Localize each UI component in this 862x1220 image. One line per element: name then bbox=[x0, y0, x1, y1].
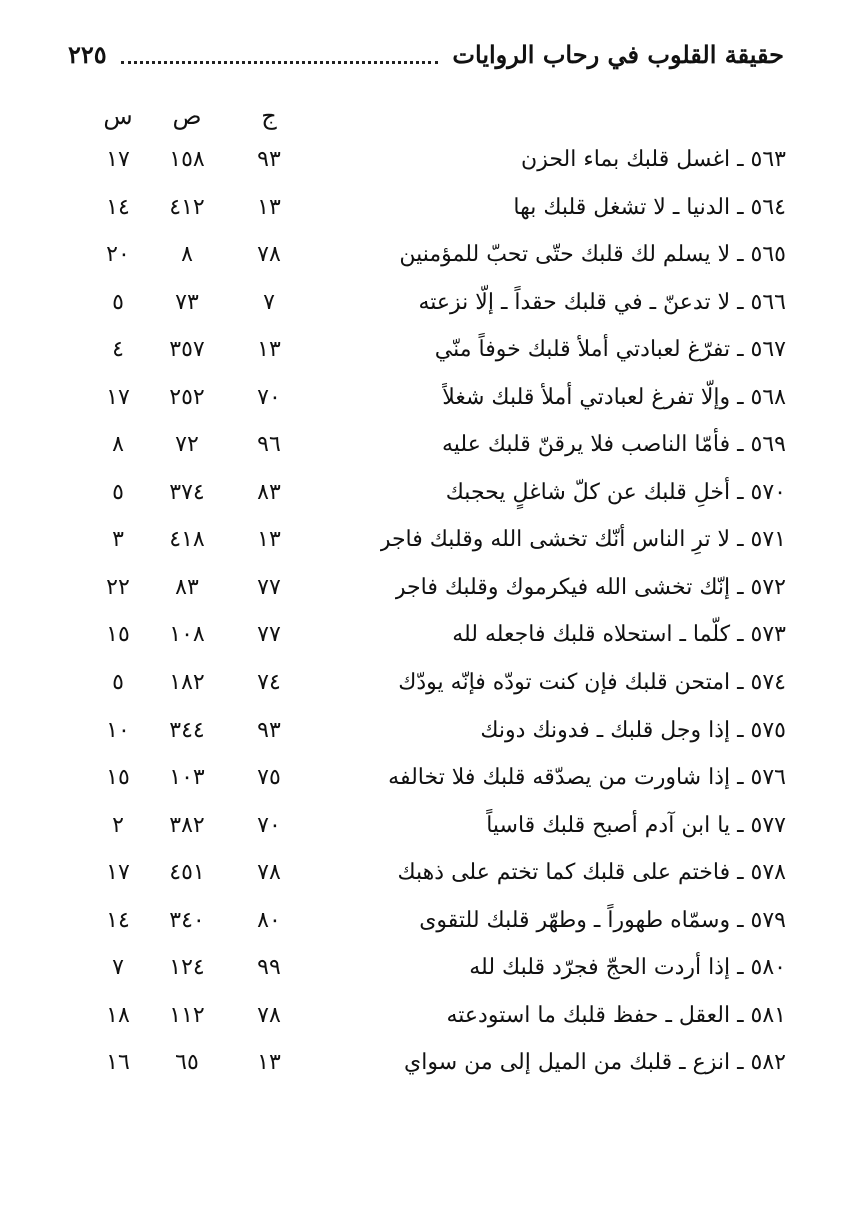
volume-number: ٧٨ bbox=[257, 242, 281, 268]
volume-number: ٧٧ bbox=[257, 574, 281, 600]
line-ref: ٢٠ bbox=[106, 242, 130, 268]
volume-number: ٧٥ bbox=[257, 765, 281, 791]
entry-text: ٥٦٦ ـ لا تدعنّ ـ في قلبك حقداً ـ إلّا نزعته bbox=[418, 289, 786, 315]
page-ref: ٣٨٢ bbox=[169, 812, 205, 838]
page-ref: ٦٥ bbox=[175, 1050, 199, 1076]
running-title: حقيقة القلوب في رحاب الروايات bbox=[452, 39, 784, 69]
index-row bbox=[0, 611, 862, 659]
volume-number: ٨٠ bbox=[257, 907, 281, 933]
index-row bbox=[0, 136, 862, 184]
volume-number: ١٣ bbox=[257, 337, 281, 363]
page-ref: ١٥٨ bbox=[169, 147, 205, 172]
index-row bbox=[0, 944, 862, 992]
line-ref: ١٨ bbox=[106, 1002, 130, 1028]
column-headers bbox=[0, 96, 862, 136]
volume-number: ٩٦ bbox=[257, 432, 281, 458]
index-row bbox=[0, 326, 862, 374]
page-ref: ٧٣ bbox=[175, 289, 199, 315]
entry-text: ٥٧٨ ـ فاختم على قلبك كما تختم على ذهبك bbox=[397, 860, 786, 886]
line-ref: ١٥ bbox=[106, 622, 130, 648]
page-ref: ٨ bbox=[181, 242, 193, 268]
line-ref: ٥ bbox=[112, 479, 124, 505]
volume-number: ٩٩ bbox=[257, 955, 281, 981]
entry-text: ٥٨١ ـ العقل ـ حفظ قلبك ما استودعته bbox=[446, 1002, 786, 1028]
entry-text: ٥٧٤ ـ امتحن قلبك فإن كنت تودّه فإنّه يودّك bbox=[398, 670, 786, 696]
page-ref: ٣٥٧ bbox=[169, 337, 205, 363]
volume-number: ٧٨ bbox=[257, 1002, 281, 1028]
index-row bbox=[0, 421, 862, 469]
index-row bbox=[0, 564, 862, 612]
index-row bbox=[0, 516, 862, 564]
line-ref: ١٦ bbox=[106, 1050, 130, 1076]
entry-text: ٥٨٢ ـ انزع ـ قلبك من الميل إلى من سواي bbox=[404, 1050, 786, 1076]
entry-text: ٥٧١ ـ لا ترِ الناس أنّك تخشى الله وقلبك فاجر bbox=[379, 527, 786, 553]
entry-text: ٥٦٤ ـ الدنيا ـ لا تشغل قلبك بها bbox=[513, 194, 786, 220]
entry-text: ٥٦٨ ـ وإلّا تفرغ لعبادتي أملأ قلبك شغلاً bbox=[442, 384, 786, 410]
index-row bbox=[0, 754, 862, 802]
volume-number: ١٣ bbox=[257, 527, 281, 553]
column-header-s: ص bbox=[172, 102, 202, 130]
line-ref: ٥ bbox=[112, 670, 124, 696]
page-ref: ٢٥٢ bbox=[169, 384, 205, 410]
page-ref: ١١٢ bbox=[169, 1002, 205, 1028]
line-ref: ٥ bbox=[112, 289, 124, 315]
index-row bbox=[0, 1039, 862, 1087]
page-ref: ٤١٨ bbox=[169, 527, 205, 553]
index-row bbox=[0, 231, 862, 279]
column-header-j: ج bbox=[261, 102, 277, 130]
index-row bbox=[0, 279, 862, 327]
volume-number: ٧ bbox=[263, 289, 275, 315]
page-ref: ١٨٢ bbox=[169, 670, 205, 696]
page-ref: ٤٥١ bbox=[169, 860, 205, 886]
entry-text: ٥٧٩ ـ وسمّاه طهوراً ـ وطهّر قلبك للتقوى bbox=[419, 907, 786, 933]
entry-text: ٥٧٣ ـ كلّما ـ استحلاه قلبك فاجعله لله bbox=[452, 622, 786, 648]
line-ref: ١٥ bbox=[106, 765, 130, 791]
volume-number: ٧٠ bbox=[257, 384, 281, 410]
volume-number: ٧٠ bbox=[257, 812, 281, 838]
entry-text: ٥٨٠ ـ إذا أردت الحجّ فجرّد قلبك لله bbox=[469, 955, 786, 981]
index-row bbox=[0, 184, 862, 232]
index-row bbox=[0, 707, 862, 755]
entry-text: ٥٧٠ ـ أخلِ قلبك عن كلّ شاغلٍ يحجبك bbox=[445, 479, 786, 505]
line-ref: ١٠ bbox=[106, 717, 130, 743]
page-ref: ٣٤٠ bbox=[169, 907, 205, 933]
leader-dots bbox=[121, 61, 439, 64]
page-ref: ٣٤٤ bbox=[169, 717, 205, 743]
entry-text: ٥٧٥ ـ إذا وجل قلبك ـ فدونك دونك bbox=[480, 717, 786, 743]
page-ref: ٨٣ bbox=[175, 574, 199, 600]
line-ref: ١٧ bbox=[106, 147, 130, 172]
entry-text: ٥٦٧ ـ تفرّغ لعبادتي أملأ قلبك خوفاً منّي bbox=[434, 337, 786, 363]
index-row bbox=[0, 659, 862, 707]
line-ref: ٧ bbox=[112, 955, 124, 981]
page-header bbox=[68, 34, 784, 74]
entry-text: ٥٧٧ ـ يا ابن آدم أصبح قلبك قاسياً bbox=[486, 812, 786, 838]
line-ref: ١٤ bbox=[106, 907, 130, 933]
entry-text: ٥٧٢ ـ إنّك تخشى الله فيكرموك وقلبك فاجر bbox=[394, 574, 786, 600]
page-ref: ١٢٤ bbox=[169, 955, 205, 981]
volume-number: ٧٨ bbox=[257, 860, 281, 886]
page-ref: ٣٧٤ bbox=[169, 479, 205, 505]
line-ref: ١٧ bbox=[106, 860, 130, 886]
line-ref: ١٤ bbox=[106, 194, 130, 220]
volume-number: ٧٧ bbox=[257, 622, 281, 648]
column-header-sin: س bbox=[103, 102, 133, 130]
line-ref: ٣ bbox=[112, 527, 124, 553]
line-ref: ٤ bbox=[112, 337, 124, 363]
page-ref: ١٠٣ bbox=[169, 765, 205, 791]
entry-text: ٥٦٥ ـ لا يسلم لك قلبك حتّى تحبّ للمؤمنين bbox=[399, 242, 786, 268]
volume-number: ١٣ bbox=[257, 194, 281, 220]
line-ref: ٢ bbox=[112, 812, 124, 838]
page-ref: ٧٢ bbox=[175, 432, 199, 458]
line-ref: ١٧ bbox=[106, 384, 130, 410]
volume-number: ٩٣ bbox=[257, 717, 281, 743]
index-row bbox=[0, 992, 862, 1040]
line-ref: ٢٢ bbox=[106, 574, 130, 600]
line-ref: ٨ bbox=[112, 432, 124, 458]
volume-number: ٧٤ bbox=[257, 670, 281, 696]
index-row bbox=[0, 849, 862, 897]
entry-text: ٥٧٦ ـ إذا شاورت من يصدّقه قلبك فلا تخالفه bbox=[388, 765, 786, 791]
entry-text: ٥٦٩ ـ فأمّا الناصب فلا يرقنّ قلبك عليه bbox=[442, 432, 786, 458]
volume-number: ٩٣ bbox=[257, 147, 281, 172]
index-row bbox=[0, 802, 862, 850]
index-row bbox=[0, 374, 862, 422]
index-list bbox=[0, 136, 862, 1087]
entry-text: ٥٦٣ ـ اغسل قلبك بماء الحزن bbox=[521, 147, 786, 172]
volume-number: ٨٣ bbox=[257, 479, 281, 505]
page-ref: ١٠٨ bbox=[169, 622, 205, 648]
page-number: ٢٢٥ bbox=[68, 39, 107, 69]
index-row bbox=[0, 897, 862, 945]
index-row bbox=[0, 469, 862, 517]
volume-number: ١٣ bbox=[257, 1050, 281, 1076]
page-ref: ٤١٢ bbox=[169, 194, 205, 220]
